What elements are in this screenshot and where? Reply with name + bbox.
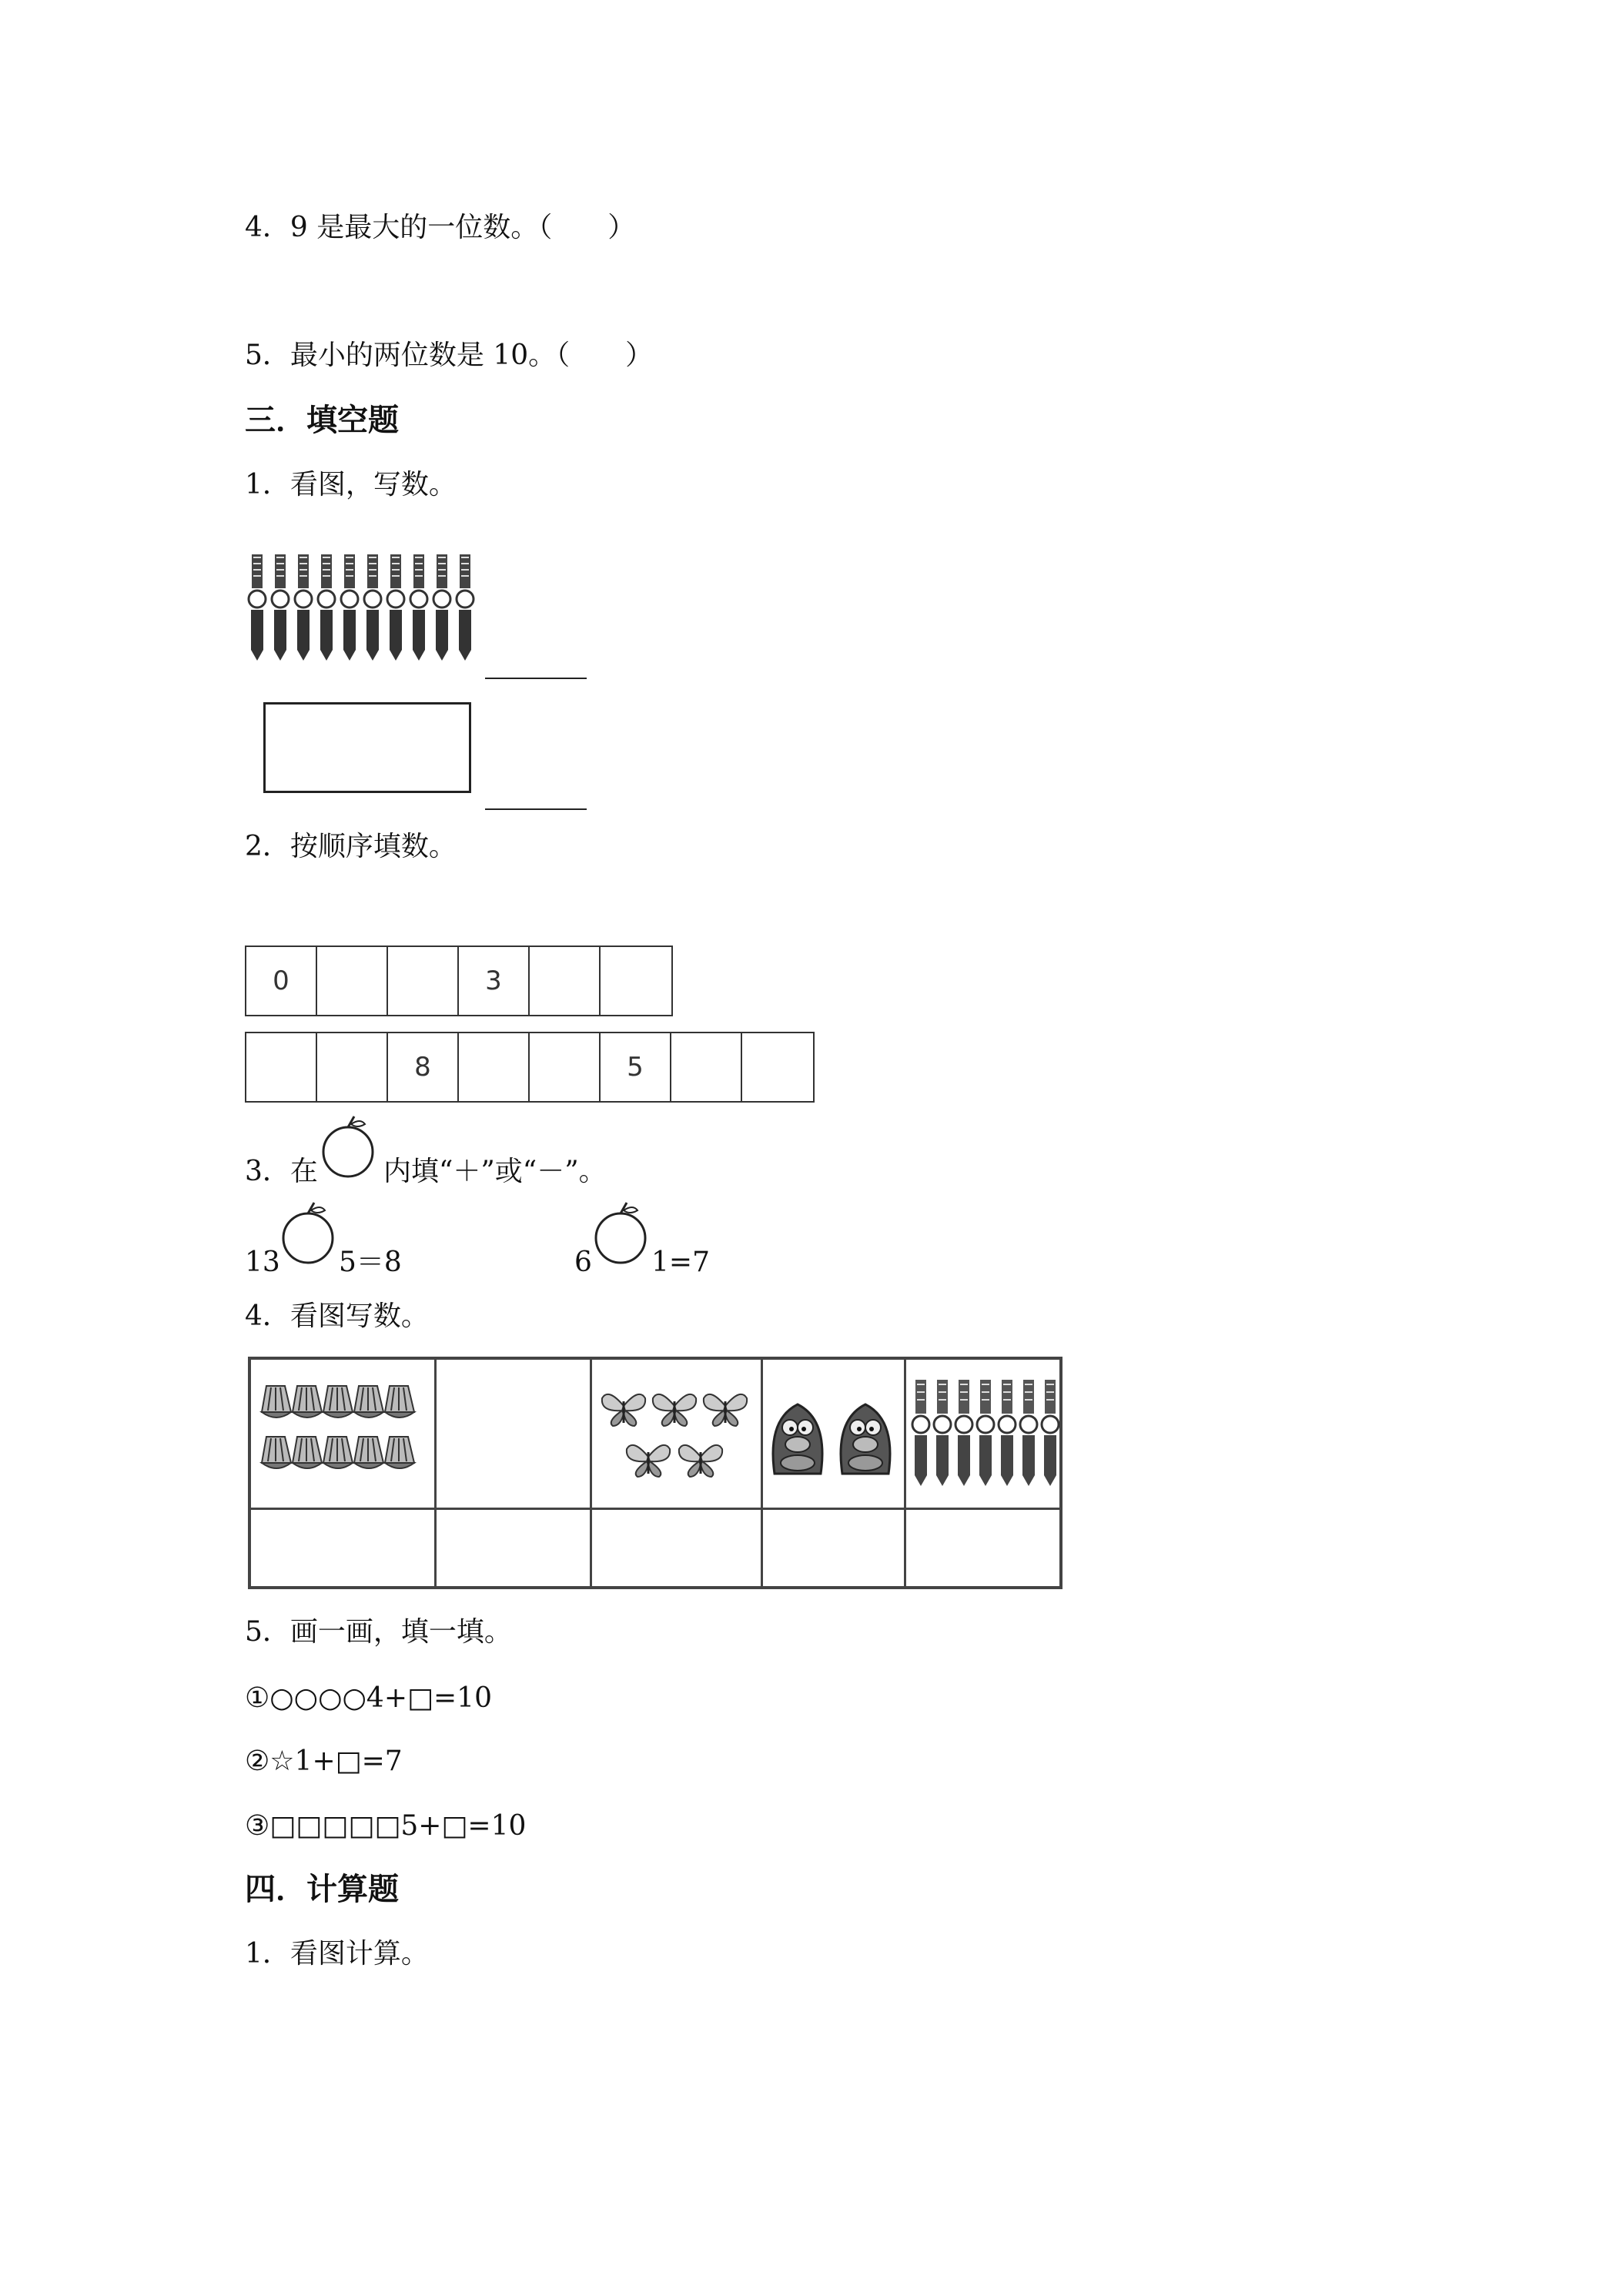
- fill-question-1: 1．看图，写数。: [245, 469, 457, 500]
- sequence-cell[interactable]: [246, 1033, 317, 1101]
- equation-2-right: 1=7: [651, 1247, 710, 1278]
- fill-question-5-item-1: ①○○○○4+□=10: [245, 1682, 492, 1714]
- judge-question-5: 5．最小的两位数是 10。（ ）: [245, 340, 654, 371]
- sequence-cell[interactable]: [388, 947, 459, 1015]
- fill-question-3-pre: 3．在: [245, 1156, 318, 1187]
- sequence-cell[interactable]: 0: [246, 947, 317, 1015]
- sequence-cell[interactable]: [317, 1033, 388, 1101]
- calc-question-1: 1．看图计算。: [245, 1938, 429, 1970]
- fill-question-5: 5．画一画，填一填。: [245, 1616, 512, 1648]
- sequence-cell[interactable]: 5: [601, 1033, 671, 1101]
- picture-count-table: [248, 1357, 1062, 1589]
- ten-watches-picture: [248, 554, 487, 662]
- equation-1-right: 5＝8: [339, 1247, 402, 1278]
- apple-answer-icon[interactable]: [277, 1201, 339, 1263]
- apple-answer-icon[interactable]: [590, 1201, 651, 1263]
- fill-question-3-post: 内填“＋”或“－”。: [383, 1156, 607, 1187]
- cartoon-character-group: [767, 1389, 898, 1481]
- watch-group: [912, 1380, 1062, 1488]
- equation-1-left: 13: [245, 1247, 280, 1278]
- section-4-title: 四．计算题: [245, 1872, 399, 1907]
- equation-2-left: 6: [574, 1247, 592, 1278]
- sequence-row-1: [245, 946, 673, 1016]
- answer-box[interactable]: [263, 702, 471, 793]
- sequence-cell[interactable]: [530, 947, 601, 1015]
- apple-icon: [317, 1115, 379, 1176]
- answer-blank-1[interactable]: [485, 678, 587, 679]
- sequence-cell[interactable]: [742, 1033, 813, 1101]
- sequence-cell[interactable]: [671, 1033, 742, 1101]
- fill-question-5-item-3: ③□□□□□5+□=10: [245, 1810, 527, 1842]
- judge-question-4: 4．9 是最大的一位数。（ ）: [245, 212, 636, 243]
- sequence-cell[interactable]: 8: [388, 1033, 459, 1101]
- fill-question-4: 4．看图写数。: [245, 1300, 429, 1332]
- sequence-cell[interactable]: [317, 947, 388, 1015]
- shuttlecock-group: [262, 1383, 423, 1483]
- butterfly-group: [601, 1387, 755, 1488]
- sequence-cell[interactable]: [601, 947, 671, 1015]
- fill-question-5-item-2: ②☆1+□=7: [245, 1745, 403, 1777]
- sequence-row-2: [245, 1032, 815, 1103]
- answer-blank-2[interactable]: [485, 808, 587, 810]
- sequence-cell[interactable]: [459, 1033, 530, 1101]
- section-3-title: 三．填空题: [245, 403, 399, 438]
- sequence-cell[interactable]: [530, 1033, 601, 1101]
- sequence-cell[interactable]: 3: [459, 947, 530, 1015]
- fill-question-2: 2．按顺序填数。: [245, 831, 457, 862]
